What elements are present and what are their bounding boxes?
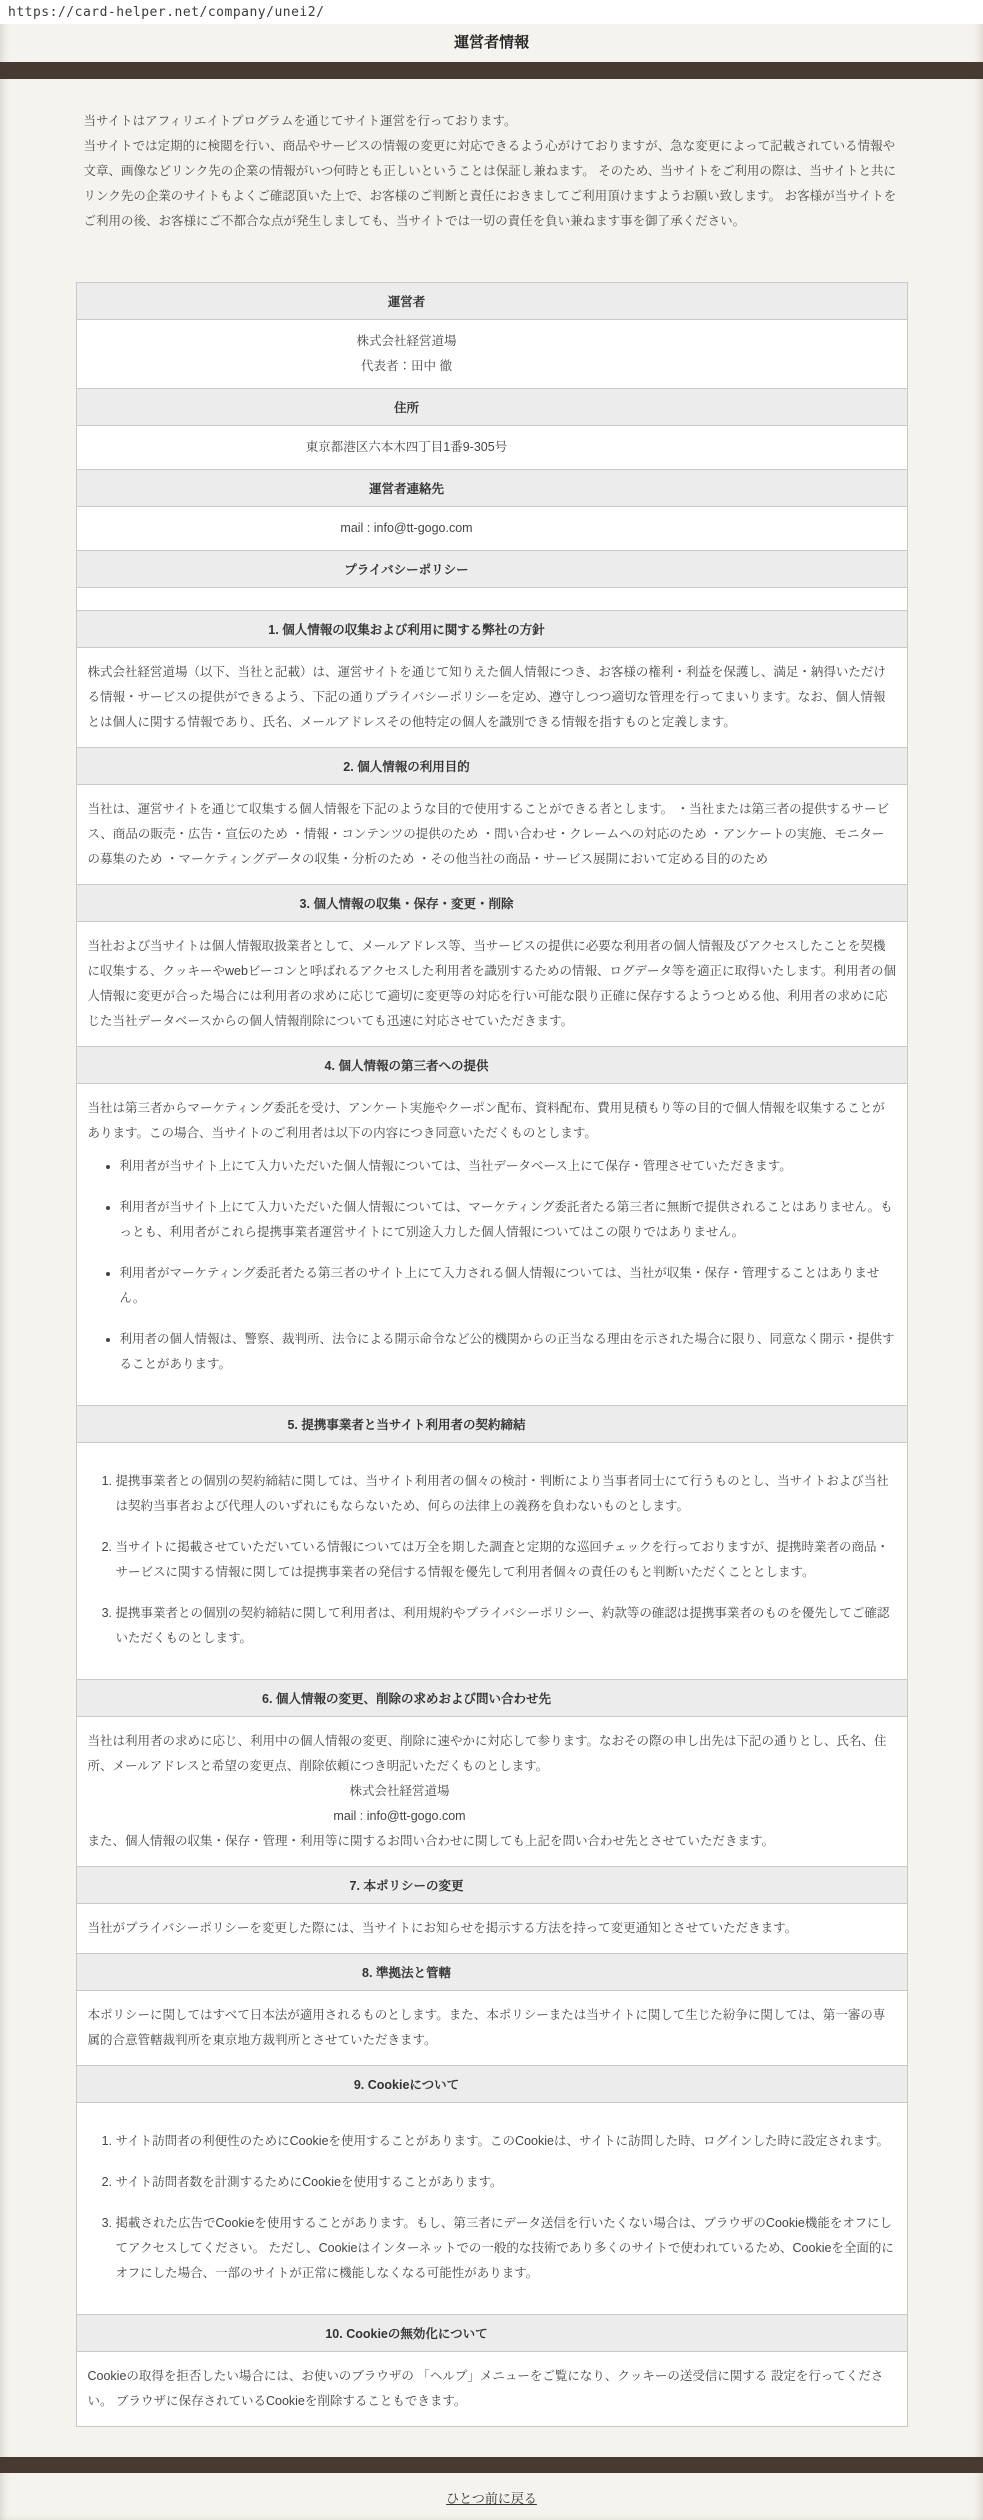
body-cell bbox=[76, 785, 907, 885]
section-header-cell: 住所 bbox=[76, 389, 907, 426]
spacer-cell bbox=[76, 588, 907, 611]
table-row bbox=[76, 922, 907, 1047]
body-paragraph: 当社は、運営サイトを通じて収集する個人情報を下記のような目的で使用することができる者とします。 ・当社または第三者の提供するサービス、商品の販売・広告・宣伝のため ・情報・コンテンツの提供のため ・問い合わせ・クレームへの対応のため ・アンケートの実施、モニターの募集のため ・マーケティングデータの収集・分析のため ・その他当社の商品・サービス展開において定める目的のため bbox=[87, 802, 890, 866]
url-text: https://card-helper.net/company/unei2/ bbox=[0, 0, 983, 24]
table-row bbox=[76, 1406, 907, 1443]
section-header-cell: 7. 本ポリシーの変更 bbox=[76, 1867, 907, 1904]
table-row bbox=[76, 389, 907, 426]
body-cell bbox=[76, 922, 907, 1047]
table-row bbox=[76, 320, 907, 389]
bottom-divider-bar bbox=[0, 2457, 983, 2473]
value-line: 東京都港区六本木四丁目1番9-305号 bbox=[305, 440, 508, 454]
section-header-cell: 10. Cookieの無効化について bbox=[76, 2315, 907, 2352]
section-header-cell: 5. 提携事業者と当サイト利用者の契約締結 bbox=[76, 1406, 907, 1443]
section-header-cell: 運営者連絡先 bbox=[76, 470, 907, 507]
table-row bbox=[76, 507, 907, 551]
body-paragraph: 株式会社経営道場（以下、当社と記載）は、運営サイトを通じて知りえた個人情報につき、お客様の権利・利益を保護し、満足・納得いただける情報・サービスの提供ができるよう、下記の通りプライバシーポリシーを定め、遵守しつつ適切な管理を行ってまいります。なお、個人情報とは個人に関する情報であり、氏名、メールアドレスその他特定の個人を識別できる情報を指すものと定義します。 bbox=[87, 665, 886, 729]
table-row bbox=[76, 2103, 907, 2315]
body-cell bbox=[76, 2103, 907, 2315]
body-cell bbox=[76, 648, 907, 748]
numbered-item: 2. サイト訪問者数を計測するためにCookieを使用することがあります。 bbox=[116, 2170, 897, 2195]
table-row bbox=[76, 426, 907, 470]
contact-center-line: 株式会社経営道場 bbox=[349, 1784, 450, 1798]
numbered-item: 1. 提携事業者との個別の契約締結に関しては、当サイト利用者の個々の検討・判断により当事者同士にて行うものとし、当サイトおよび当社は契約当事者および代理人のいずれにもならないため、何らの法律上の義務を負わないものとします。 bbox=[116, 1469, 897, 1519]
table-row bbox=[76, 1047, 907, 1084]
top-divider-bar bbox=[0, 62, 983, 79]
table-row bbox=[76, 1904, 907, 1954]
section-header-cell: 3. 個人情報の収集・保存・変更・削除 bbox=[76, 885, 907, 922]
table-row bbox=[76, 1991, 907, 2066]
table-row bbox=[76, 470, 907, 507]
body-cell bbox=[76, 1904, 907, 1954]
section-header-cell: 8. 準拠法と管轄 bbox=[76, 1954, 907, 1991]
body-paragraph: Cookieの取得を拒否したい場合には、お使いのブラウザの 「ヘルプ」メニューをご覧になり、クッキーの送受信に関する 設定を行ってください。 ブラウザに保存されているCookieを削除することもできます。 bbox=[87, 2369, 884, 2408]
section-header-cell: プライバシーポリシー bbox=[76, 551, 907, 588]
body-paragraph: 当社がプライバシーポリシーを変更した際には、当サイトにお知らせを掲示する方法を持って変更通知とさせていただきます。 bbox=[87, 1921, 798, 1935]
bullet-list bbox=[88, 1154, 897, 1377]
table-row bbox=[76, 885, 907, 922]
page-title: 運営者情報 bbox=[453, 34, 529, 51]
footer bbox=[0, 2473, 983, 2520]
table-row bbox=[76, 1867, 907, 1904]
numbered-item: 1. サイト訪問者の利便性のためにCookieを使用することがあります。このCookieは、サイトに訪問した時、ログインした時に設定されます。 bbox=[116, 2129, 897, 2154]
body-cell bbox=[76, 1991, 907, 2066]
value-line: 株式会社経営道場 bbox=[356, 334, 457, 348]
numbered-list bbox=[88, 1469, 897, 1651]
bullet-item: • 利用者が当サイト上にて入力いただいた個人情報については、当社データベース上にて保存・管理させていただきます。 bbox=[120, 1154, 897, 1179]
table-row bbox=[76, 2352, 907, 2427]
info-table-body bbox=[76, 283, 907, 2427]
numbered-item: 3. 提携事業者との個別の契約締結に関して利用者は、利用規約やプライバシーポリシー、約款等の確認は提携事業者のものを優先してご確認いただくものとします。 bbox=[116, 1601, 897, 1651]
body-cell bbox=[76, 1443, 907, 1680]
contact-cell bbox=[76, 1717, 907, 1867]
body-cell bbox=[76, 2352, 907, 2427]
table-row bbox=[76, 785, 907, 885]
table-row bbox=[76, 648, 907, 748]
intro-text bbox=[84, 109, 906, 234]
contact-center-line: mail : info@tt-gogo.com bbox=[333, 1809, 466, 1823]
section-header-cell: 9. Cookieについて bbox=[76, 2066, 907, 2103]
table-row bbox=[76, 2066, 907, 2103]
table-row bbox=[76, 748, 907, 785]
bullet-item: • 利用者が当サイト上にて入力いただいた個人情報については、マーケティング委託者たる第三者に無断で提供されることはありません。もっとも、利用者がこれら提携事業者運営サイトにて別途入力した個人情報についてはこの限りではありません。 bbox=[120, 1195, 897, 1245]
body-paragraph: 当社は利用者の求めに応じ、利用中の個人情報の変更、削除に速やかに対応して参ります。なおその際の申し出先は下記の通りとし、氏名、住所、メールアドレスと希望の変更点、削除依頼につき明記いただくものとします。 bbox=[87, 1734, 887, 1773]
table-row bbox=[76, 1084, 907, 1406]
table-row bbox=[76, 1680, 907, 1717]
numbered-item: 2. 当サイトに掲載させていただいている情報については万全を期した調査と定期的な巡回チェックを行っておりますが、提携時業者の商品・サービスに関する情報に関しては提携事業者の発信する情報を優先して利用者個々の責任のもと判断いただくこととします。 bbox=[116, 1535, 897, 1585]
table-row bbox=[76, 551, 907, 588]
intro-paragraph: 当サイトでは定期的に検閲を行い、商品やサービスの情報の変更に対応できるよう心がけておりますが、急な変更によって記載されている情報や文章、画像などリンク先の企業の情報がいつ何時とも正しいということは保証し兼ねます。 そのため、当サイトをご利用の際は、当サイトと共にリンク先の企業のサイトもよくご確認頂いた上で、お客様のご判断と責任におきましてご利用頂けますようお願い致します。 お客様が当サイトをご利用の後、お客様にご不都合な点が発生しましても、当サイトでは一切の責任を負い兼ねます事を御了承ください。 bbox=[83, 139, 897, 228]
table-row bbox=[76, 2315, 907, 2352]
table-row bbox=[76, 611, 907, 648]
body-paragraph: 当社および当サイトは個人情報取扱業者として、メールアドレス等、当サービスの提供に必要な利用者の個人情報及びアクセスしたことを契機に収集する、クッキーやwebビーコンと呼ばれるアクセスした利用者を識別するための情報、ログデータ等を適正に取得いたします。利用者の個人情報に変更が合った場合には利用者の求めに応じて適切に変更等の対応を行い可能な限り正確に保存するようつとめる他、利用者の求めに応じた当社データベースからの個人情報削除についても迅速に対応させていただきます。 bbox=[87, 939, 897, 1028]
table-row bbox=[76, 1717, 907, 1867]
section-header-cell: 運営者 bbox=[76, 283, 907, 320]
table-row bbox=[76, 1443, 907, 1680]
bullet-item: • 利用者がマーケティング委託者たる第三者のサイト上にて入力される個人情報については、当社が収集・保存・管理することはありません。 bbox=[120, 1261, 897, 1311]
value-cell bbox=[76, 426, 907, 470]
main-content bbox=[76, 79, 908, 2427]
value-cell bbox=[76, 320, 907, 389]
body-paragraph: また、個人情報の収集・保存・管理・利用等に関するお問い合わせに関しても上記を問い合わせ先とさせていただきます。 bbox=[87, 1834, 775, 1848]
section-header-cell: 6. 個人情報の変更、削除の求めおよび問い合わせ先 bbox=[76, 1680, 907, 1717]
value-cell bbox=[76, 507, 907, 551]
body-paragraph: 当社は第三者からマーケティング委託を受け、アンケート実施やクーポン配布、資料配布、費用見積もり等の目的で個人情報を収集することがあります。この場合、当サイトのご利用者は以下の内容につき同意いただくものとします。 bbox=[87, 1101, 885, 1140]
section-header-cell: 2. 個人情報の利用目的 bbox=[76, 748, 907, 785]
info-table bbox=[76, 282, 908, 2427]
intro-paragraph: 当サイトはアフィリエイトプログラムを通じてサイト運営を行っております。 bbox=[83, 114, 517, 128]
table-row bbox=[76, 1954, 907, 1991]
section-header-cell: 1. 個人情報の収集および利用に関する弊社の方針 bbox=[76, 611, 907, 648]
section-header-cell: 4. 個人情報の第三者への提供 bbox=[76, 1047, 907, 1084]
numbered-item: 3. 掲載された広告でCookieを使用することがあります。もし、第三者にデータ送信を行いたくない場合は、ブラウザのCookie機能をオフにしてアクセスしてください。 ただし、Cookieはインターネットでの一般的な技術であり多くのサイトで使われているため、Cookieを全面的にオフにした場合、一部のサイトが正常に機能しなくなる可能性があります。 bbox=[116, 2211, 897, 2286]
value-line: 代表者：田中 徹 bbox=[361, 359, 452, 373]
bullet-item: • 利用者の個人情報は、警察、裁判所、法令による開示命令など公的機関からの正当なる理由を示された場合に限り、同意なく開示・提供することがあります。 bbox=[120, 1327, 897, 1377]
body-cell bbox=[76, 1084, 907, 1406]
back-link[interactable]: ひとつ前に戻る bbox=[446, 2491, 537, 2506]
numbered-list bbox=[88, 2129, 897, 2286]
body-paragraph: 本ポリシーに関してはすべて日本法が適用されるものとします。また、本ポリシーまたは当サイトに関して生じた紛争に関しては、第一審の専属的合意管轄裁判所を東京地方裁判所とさせていただきます。 bbox=[87, 2008, 886, 2047]
table-row bbox=[76, 283, 907, 320]
table-row bbox=[76, 588, 907, 611]
value-line: mail : info@tt-gogo.com bbox=[340, 521, 473, 535]
